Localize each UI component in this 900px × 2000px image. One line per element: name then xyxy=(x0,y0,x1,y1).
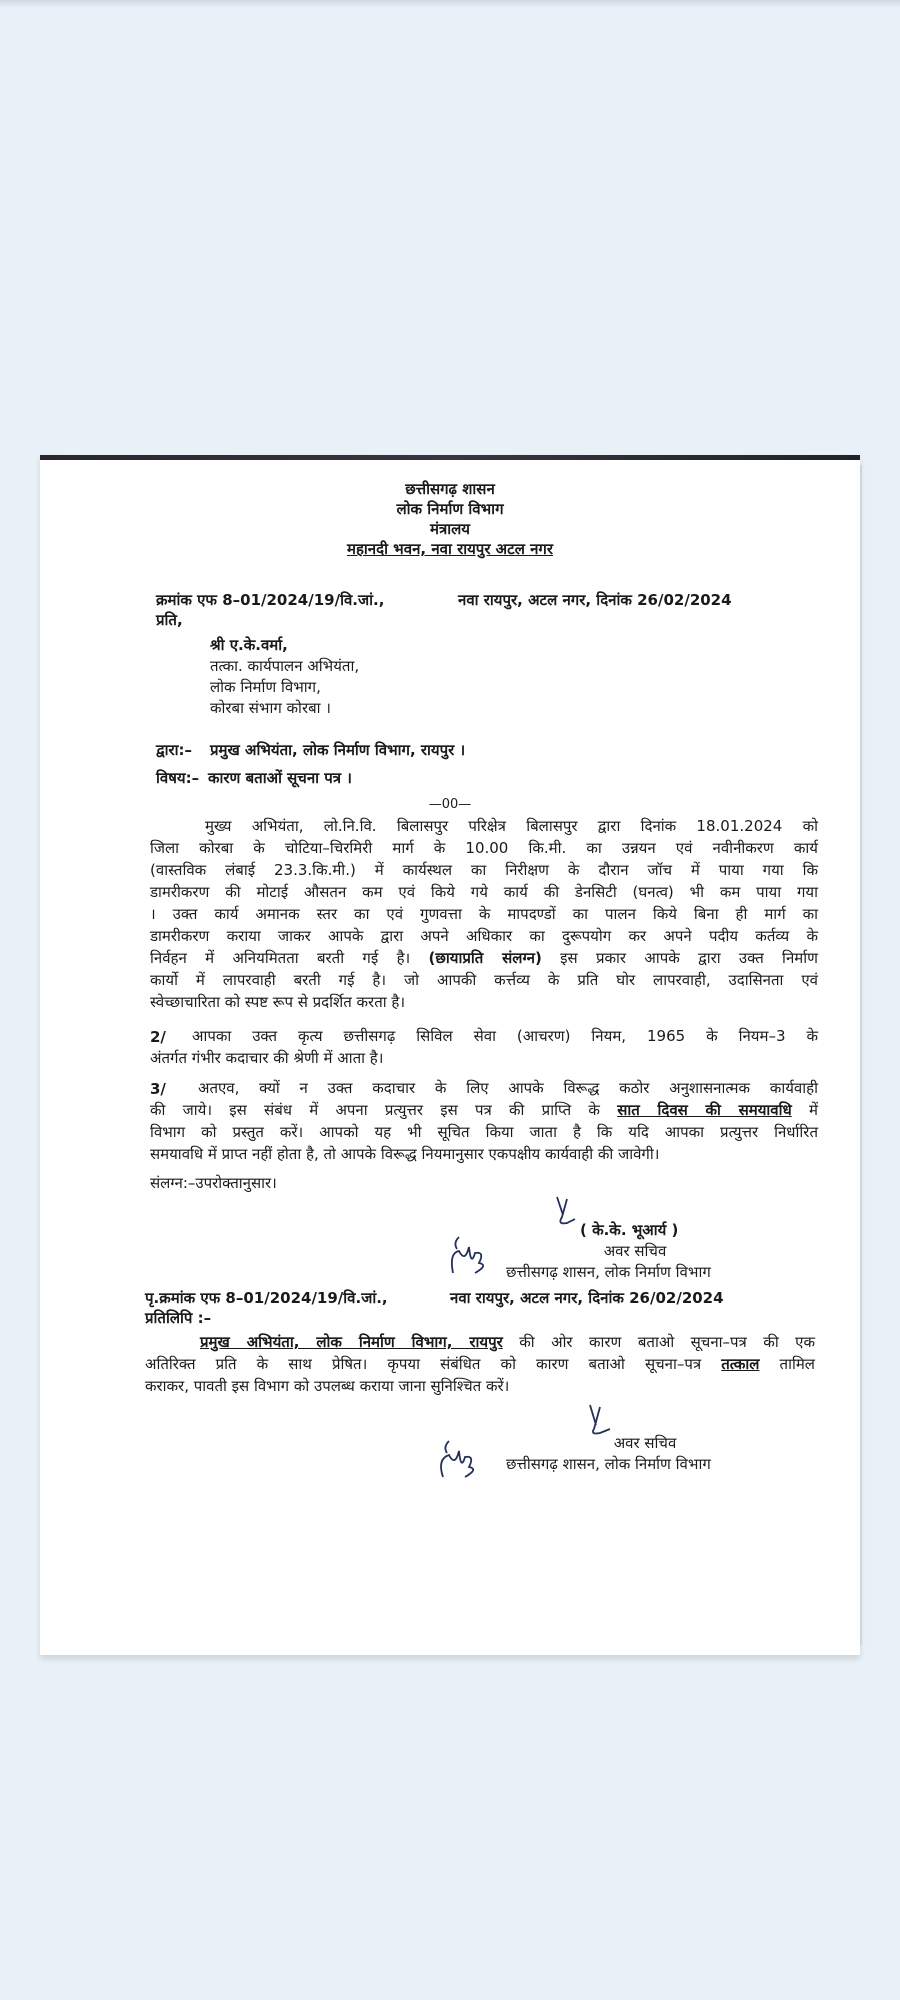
paragraph-line: समयावधि में प्राप्त नहीं होता है, तो आपके विरूद्ध नियमानुसार एकपक्षीय कार्यवाही की जावेगी। xyxy=(150,1145,660,1163)
copy-text: तामिल xyxy=(779,1355,815,1373)
paragraph-line: अतएव, क्यों न उक्त कदाचार के लिए आपके विरूद्ध कठोर अनुशासनात्मक कार्यवाही xyxy=(198,1079,818,1097)
scan-right-edge xyxy=(860,465,862,1645)
separator: —00— xyxy=(428,797,472,812)
addressee-name: श्री ए.के.वर्मा, xyxy=(210,636,288,654)
status-bar-shadow xyxy=(0,0,900,8)
paragraph-line: स्वेच्छाचारिता को स्पष्ट रूप से प्रदर्शित करता है। xyxy=(150,993,406,1011)
paragraph-3-number: 3/ xyxy=(150,1080,166,1098)
urgent-emphasis: तत्काल xyxy=(721,1355,760,1373)
paragraph-2 xyxy=(150,1025,818,1069)
subject-label: विषय:– xyxy=(156,769,200,787)
letterhead-address xyxy=(40,539,860,559)
paragraph-line: जिला कोरबा के चोटिया–चिरमिरी मार्ग के 10.00 कि.मी. का उन्नयन एवं नवीनीकरण कार्य xyxy=(150,839,818,857)
paragraph-line: विभाग को प्रस्तुत करें। आपको यह भी सूचित किया जाता है कि यदि आपका प्रत्युत्तर निर्धारित xyxy=(150,1123,818,1141)
paragraph-text: निर्वहन में अनियमितता बरती गई है। xyxy=(150,949,411,967)
copy-text: अतिरिक्त प्रति के साथ प्रेषित। कृपया संबंधित को कारण बताओ सूचना–पत्र xyxy=(145,1355,702,1373)
copy-line: कराकर, पावती इस विभाग को उपलब्ध कराया जाना सुनिश्चित करें। xyxy=(145,1377,510,1395)
copy-line xyxy=(145,1331,815,1353)
attachment-note: (छायाप्रति संलग्न) xyxy=(428,949,542,967)
paragraph-3 xyxy=(150,1077,818,1165)
paragraph-line: डामरीकरण की मोटाई औसतन कम एवं किये गये कार्य की डेनसिटी (घनत्व) भी कम पाया गया xyxy=(150,883,818,901)
signatory-name: ( के.के. भूआर्य ) xyxy=(580,1221,679,1239)
copy-signatory-office: छत्तीसगढ़ शासन, लोक निर्माण विभाग xyxy=(506,1455,711,1473)
paragraph-line: कार्यो में लापरवाही बरती गई है। जो आपकी कर्त्तव्य के प्रति घोर लापरवाही, उदासिनता एवं xyxy=(150,971,818,989)
letterhead-ministry: मंत्रालय xyxy=(429,520,470,538)
signatory-designation: अवर सचिव xyxy=(603,1242,667,1260)
copy-recipient: प्रमुख अभियंता, लोक निर्माण विभाग, रायपुर xyxy=(200,1333,503,1351)
addressee-line: तत्का. कार्यपालन अभियंता, xyxy=(210,657,360,675)
addressee-line: लोक निर्माण विभाग, xyxy=(210,678,321,696)
paragraph-1 xyxy=(150,815,818,1013)
signatory-office: छत्तीसगढ़ शासन, लोक निर्माण विभाग xyxy=(506,1263,711,1281)
via-label: द्वारा:– xyxy=(156,741,193,759)
copy-paragraph xyxy=(145,1331,815,1397)
paragraph-2-number: 2/ xyxy=(150,1028,166,1046)
paragraph-text: की जाये। इस संबंध में अपना प्रत्युत्तर इस पत्र की प्राप्ति के xyxy=(150,1101,600,1119)
letterhead-address-text: महानदी भवन, नवा रायपुर अटल नगर xyxy=(346,540,554,558)
copy-label: प्रतिलिपि :– xyxy=(145,1309,212,1327)
paragraph-line-mixed xyxy=(150,1099,818,1121)
letterhead-department: लोक निर्माण विभाग xyxy=(396,500,504,518)
copy-place-date: नवा रायपुर, अटल नगर, दिनांक 26/02/2024 xyxy=(450,1289,724,1307)
paragraph-line: । उक्त कार्य अमानक स्तर का एवं गुणवत्ता के मापदण्डों का पालन किये बिना ही मार्ग का xyxy=(150,905,818,923)
paragraph-line: आपका उक्त कृत्य छत्तीसगढ़ सिविल सेवा (आचरण) नियम, 1965 के नियम–3 के xyxy=(192,1027,818,1045)
scan-top-border xyxy=(40,455,860,460)
addressee-prefix: प्रति, xyxy=(156,611,183,629)
paragraph-text: में xyxy=(809,1101,818,1119)
copy-text: की ओर कारण बताओ सूचना–पत्र की एक xyxy=(519,1333,815,1351)
reference-place-date: नवा रायपुर, अटल नगर, दिनांक 26/02/2024 xyxy=(458,591,732,609)
copy-line xyxy=(145,1353,815,1375)
deadline-emphasis: सात दिवस की समयावधि xyxy=(617,1101,792,1119)
addressee-line: कोरबा संभाग कोरबा । xyxy=(210,699,331,717)
paragraph-line: (वास्तविक लंबाई 23.3.कि.मी.) में कार्यस्थल का निरीक्षण के दौरान जॉच में पाया गया कि xyxy=(150,861,818,879)
paragraph-line-mixed xyxy=(150,947,818,969)
copy-reference-number: पृ.क्रमांक एफ 8–01/2024/19/वि.जां., xyxy=(145,1289,388,1307)
copy-signatory-designation: अवर सचिव xyxy=(613,1434,677,1452)
paragraph-line: मुख्य अभियंता, लो.नि.वि. बिलासपुर परिक्षेत्र बिलासपुर द्वारा दिनांक 18.01.2024 को xyxy=(205,817,818,835)
letterhead-government: छत्तीसगढ़ शासन xyxy=(405,480,495,498)
reference-number: क्रमांक एफ 8–01/2024/19/वि.जां., xyxy=(156,591,385,609)
initials-mark xyxy=(435,1435,485,1485)
enclosure-note: संलग्न:–उपरोक्तानुसार। xyxy=(150,1174,277,1192)
signature-mark xyxy=(545,1195,585,1235)
paragraph-line: अंतर्गत गंभीर कदाचार की श्रेणी में आता है। xyxy=(150,1049,384,1067)
subject-text: कारण बताओं सूचना पत्र । xyxy=(208,769,352,787)
document-page xyxy=(40,455,860,1655)
initials-mark xyxy=(445,1233,495,1283)
paragraph-line: डामरीकरण कराया जाकर आपके द्वारा अपने अधिकार का दुरूपयोग कर अपने पदीय कर्तव्य के xyxy=(150,927,818,945)
via-text: प्रमुख अभियंता, लोक निर्माण विभाग, रायपुर । xyxy=(210,741,466,759)
paragraph-text: इस प्रकार आपके द्वारा उक्त निर्माण xyxy=(560,949,818,967)
